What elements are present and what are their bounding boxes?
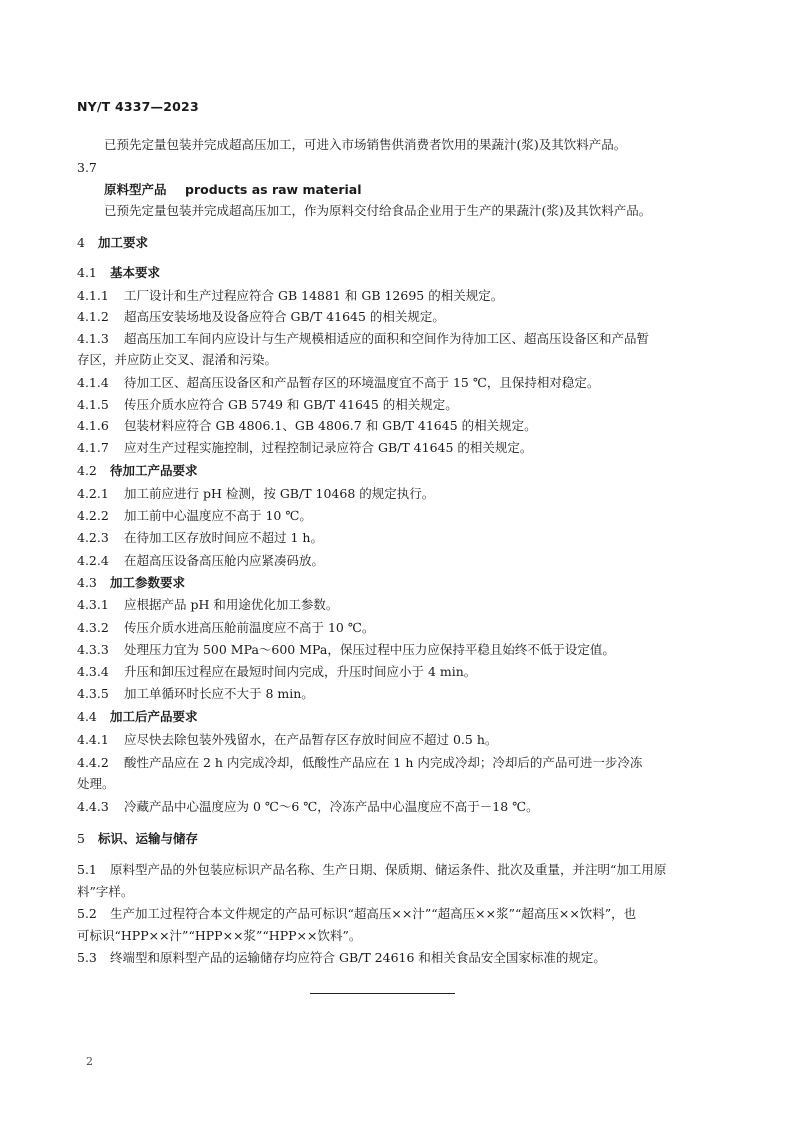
- term-definition: 已预先定量包装并完成超高压加工，作为原料交付给食品企业用于生产的果蔬汁(浆)及其饮料产品。: [104, 203, 652, 218]
- clause-number: 4.4.2: [77, 755, 109, 770]
- standard-code-header: NY/T 4337—2023: [77, 99, 199, 114]
- clause-number: 4.1.6: [77, 418, 109, 433]
- clause-number: 4.2.3: [77, 530, 109, 545]
- chapter-title: 加工要求: [98, 235, 149, 250]
- clause-number: 4.4.1: [77, 732, 109, 747]
- clause-number: 5.1: [77, 862, 97, 877]
- clause-number: 4.2.4: [77, 553, 109, 568]
- section-title: 加工参数要求: [110, 575, 186, 590]
- clause-text: 生产加工过程符合本文件规定的产品可标识“超高压××汁”“超高压××浆”“超高压××饮料”，也: [110, 906, 637, 921]
- clause-text: 超高压加工车间内应设计与生产规模相适应的面积和空间作为待加工区、超高压设备区和产品暂: [124, 331, 650, 346]
- chapter-number: 4: [77, 235, 85, 250]
- clause-number: 5.2: [77, 906, 97, 921]
- page-number: 2: [86, 1055, 93, 1068]
- clause-text-cont: 处理。: [77, 776, 115, 791]
- clause-number: 4.3.4: [77, 664, 109, 679]
- clause-number: 4.2.1: [77, 486, 109, 501]
- clause-text: 酸性产品应在 2 h 内完成冷却，低酸性产品应在 1 h 内完成冷却；冷却后的产品可进一步冷冻: [124, 755, 643, 770]
- clause-number: 4.1.3: [77, 331, 109, 346]
- clause-number: 4.3.5: [77, 686, 109, 701]
- clause-number: 4.3.1: [77, 597, 109, 612]
- clause-text: 包装材料应符合 GB 4806.1、GB 4806.7 和 GB/T 41645 的相关规定。: [124, 418, 537, 433]
- section-number: 4.1: [77, 265, 97, 280]
- end-rule: [310, 993, 455, 994]
- section-title: 待加工产品要求: [110, 463, 198, 478]
- clause-number: 4.1.2: [77, 309, 109, 324]
- clause-text: 传压介质水进高压舱前温度应不高于 10 ℃。: [124, 620, 375, 635]
- section-number: 4.3: [77, 575, 97, 590]
- clause-text: 传压介质水应符合 GB 5749 和 GB/T 41645 的相关规定。: [124, 397, 458, 412]
- paragraph: 已预先定量包装并完成超高压加工，可进入市场销售供消费者饮用的果蔬汁(浆)及其饮料产品。: [104, 137, 627, 152]
- clause-text: 应尽快去除包装外残留水，在产品暂存区存放时间应不超过 0.5 h。: [124, 732, 498, 747]
- clause-number: 4.1.4: [77, 375, 109, 390]
- clause-text: 应对生产过程实施控制，过程控制记录应符合 GB/T 41645 的相关规定。: [124, 440, 533, 455]
- chapter-title: 标识、运输与储存: [98, 831, 199, 846]
- clause-text-cont: 可标识“HPP××汁”“HPP××浆”“HPP××饮料”。: [77, 928, 362, 943]
- section-number: 4.2: [77, 463, 97, 478]
- term-zh: 原料型产品: [104, 182, 167, 197]
- section-number: 4.4: [77, 709, 97, 724]
- clause-text: 加工前中心温度应不高于 10 ℃。: [124, 508, 312, 523]
- clause-text: 冷藏产品中心温度应为 0 ℃～6 ℃，冷冻产品中心温度应不高于－18 ℃。: [124, 799, 539, 814]
- clause-text: 超高压安装场地及设备应符合 GB/T 41645 的相关规定。: [124, 309, 445, 324]
- clause-number: 3.7: [77, 160, 97, 175]
- clause-text: 应根据产品 pH 和用途优化加工参数。: [124, 597, 339, 612]
- clause-number: 4.2.2: [77, 508, 109, 523]
- clause-text: 工厂设计和生产过程应符合 GB 14881 和 GB 12695 的相关规定。: [124, 288, 504, 303]
- clause-text: 终端型和原料型产品的运输储存均应符合 GB/T 24616 和相关食品安全国家标准的规定。: [110, 950, 606, 965]
- clause-number: 5.3: [77, 950, 97, 965]
- chapter-number: 5: [77, 831, 85, 846]
- clause-text: 处理压力宜为 500 MPa～600 MPa，保压过程中压力应保持平稳且始终不低于设定值。: [124, 642, 615, 657]
- clause-text: 待加工区、超高压设备区和产品暂存区的环境温度宜不高于 15 ℃，且保持相对稳定。: [124, 375, 600, 390]
- clause-text: 在超高压设备高压舱内应紧凑码放。: [124, 553, 325, 568]
- clause-number: 4.4.3: [77, 799, 109, 814]
- clause-text-cont: 料”字样。: [77, 884, 134, 899]
- clause-number: 4.3.3: [77, 642, 109, 657]
- clause-text: 在待加工区存放时间应不超过 1 h。: [124, 530, 323, 545]
- clause-number: 4.1.5: [77, 397, 109, 412]
- clause-text: 原料型产品的外包装应标识产品名称、生产日期、保质期、储运条件、批次及重量，并注明“加工用原: [110, 862, 667, 877]
- clause-text: 加工前应进行 pH 检测，按 GB/T 10468 的规定执行。: [124, 486, 435, 501]
- clause-number: 4.1.7: [77, 440, 109, 455]
- term-en: products as raw material: [185, 182, 362, 197]
- clause-number: 4.3.2: [77, 620, 109, 635]
- clause-text: 升压和卸压过程应在最短时间内完成，升压时间应小于 4 min。: [124, 664, 477, 679]
- clause-number: 4.1.1: [77, 288, 109, 303]
- section-title: 加工后产品要求: [110, 709, 198, 724]
- section-title: 基本要求: [110, 265, 161, 280]
- clause-text-cont: 存区，并应防止交叉、混淆和污染。: [77, 352, 278, 367]
- clause-text: 加工单循环时长应不大于 8 min。: [124, 686, 314, 701]
